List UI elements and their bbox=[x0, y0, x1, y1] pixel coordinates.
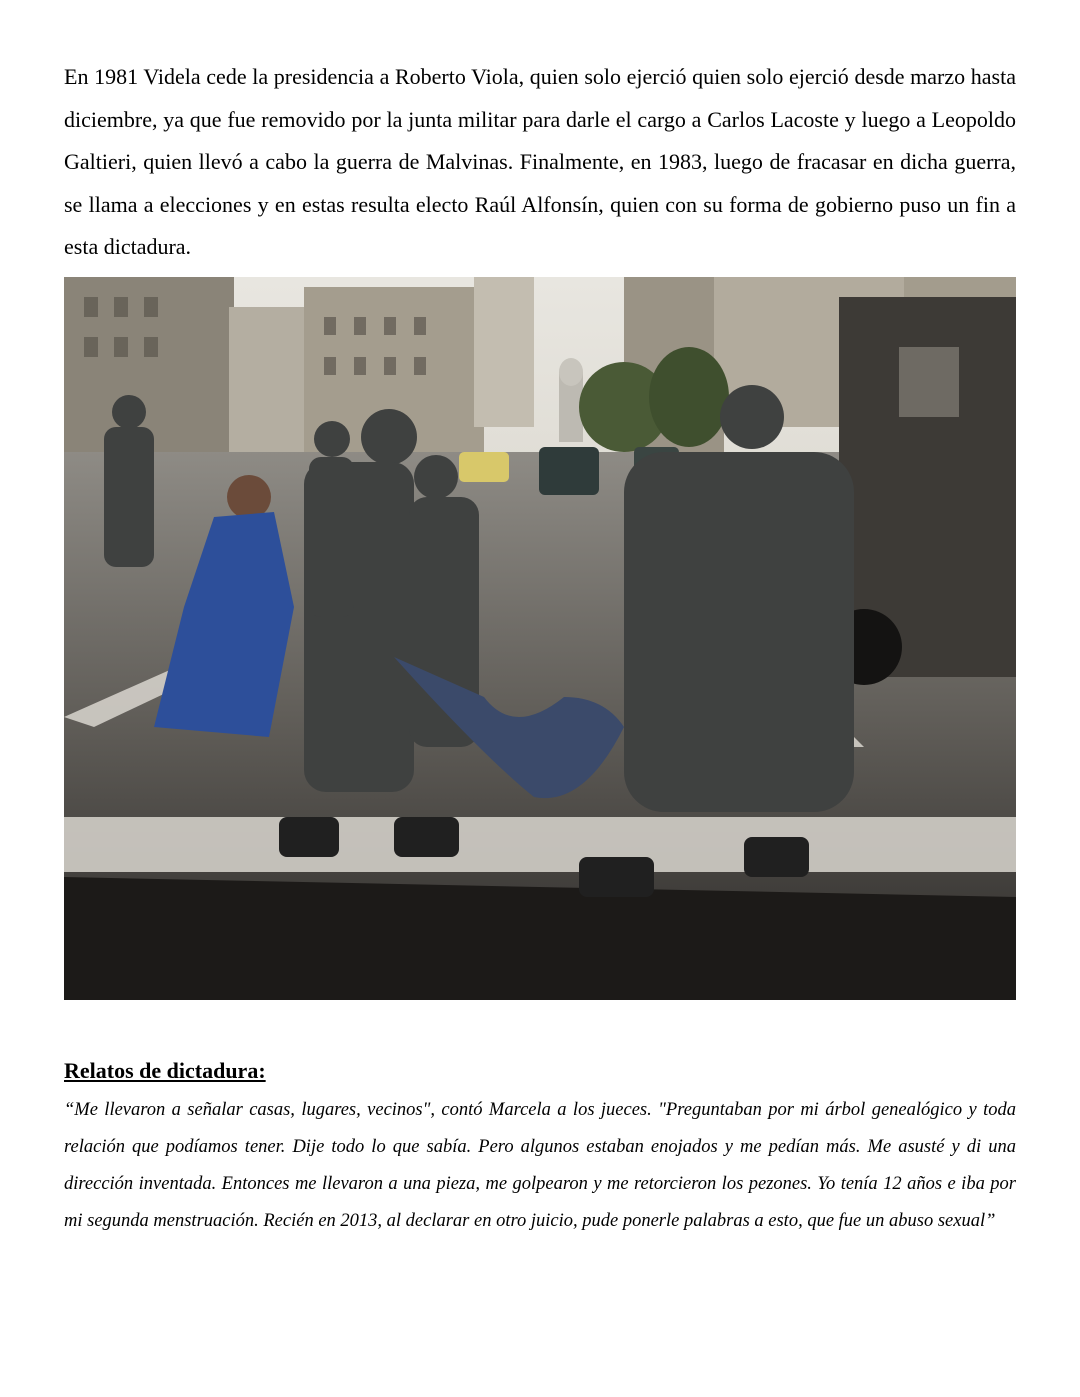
boot bbox=[744, 837, 809, 877]
window bbox=[354, 317, 366, 335]
intro-paragraph: En 1981 Videla cede la presidencia a Roberto Viola, quien solo ejerció quien solo ejerció desde marzo hasta diciembre, ya que fue removido por la junta militar para darle el cargo a Carlos Lacoste y luego a Leopoldo Galtieri, quien llevó a cabo la guerra de Malvinas. Finalmente, en 1983, luego de fracasar en dicha guerra, se llama a elecciones y en estas resulta electo Raúl Alfonsín, quien con su forma de gobierno puso un fin a esta dictadura. bbox=[64, 64, 1016, 259]
testimony-quote: “Me llevaron a señalar casas, lugares, vecinos", contó Marcela a los jueces. "Preguntaban por mi árbol genealógico y toda relación que podíamos tener. Dije todo lo que sabía. Pero algunos estaban enojados y me pedían más. Me asusté y di una dirección inventada. Entonces me llevaron a una pieza, me golpearon y me retorcieron los pezones. Yo tenía 12 años e iba por mi segunda menstruación. Recién en 2013, al declarar en otro juicio, pude ponerle palabras a esto, que fue un abuso sexual” bbox=[64, 1100, 1016, 1231]
crosswalk-stripe bbox=[64, 817, 1016, 872]
building bbox=[474, 277, 534, 427]
soldier-helmet bbox=[112, 395, 146, 429]
section-heading: Relatos de dictadura: bbox=[64, 1058, 266, 1083]
window bbox=[84, 337, 98, 357]
boot bbox=[579, 857, 654, 897]
soldier bbox=[309, 457, 354, 617]
window bbox=[324, 317, 336, 335]
shadow bbox=[64, 877, 1016, 1000]
soldier-helmet bbox=[361, 409, 417, 465]
truck-window bbox=[899, 347, 959, 417]
window bbox=[324, 357, 336, 375]
soldier-helmet bbox=[720, 385, 784, 449]
woman-head bbox=[227, 475, 271, 519]
window bbox=[354, 357, 366, 375]
soldier-helmet bbox=[314, 421, 350, 457]
street-scene-photo bbox=[64, 277, 1016, 1000]
soldier-helmet bbox=[414, 455, 458, 499]
window bbox=[414, 357, 426, 375]
window bbox=[384, 357, 396, 375]
soldier bbox=[104, 427, 154, 567]
car bbox=[459, 452, 509, 482]
window bbox=[144, 337, 158, 357]
window bbox=[84, 297, 98, 317]
window bbox=[114, 297, 128, 317]
boot bbox=[394, 817, 459, 857]
window bbox=[414, 317, 426, 335]
window bbox=[114, 337, 128, 357]
dome bbox=[559, 358, 583, 386]
car bbox=[539, 447, 599, 495]
boot bbox=[279, 817, 339, 857]
window bbox=[144, 297, 158, 317]
tree bbox=[649, 347, 729, 447]
window bbox=[384, 317, 396, 335]
soldier bbox=[624, 452, 854, 812]
